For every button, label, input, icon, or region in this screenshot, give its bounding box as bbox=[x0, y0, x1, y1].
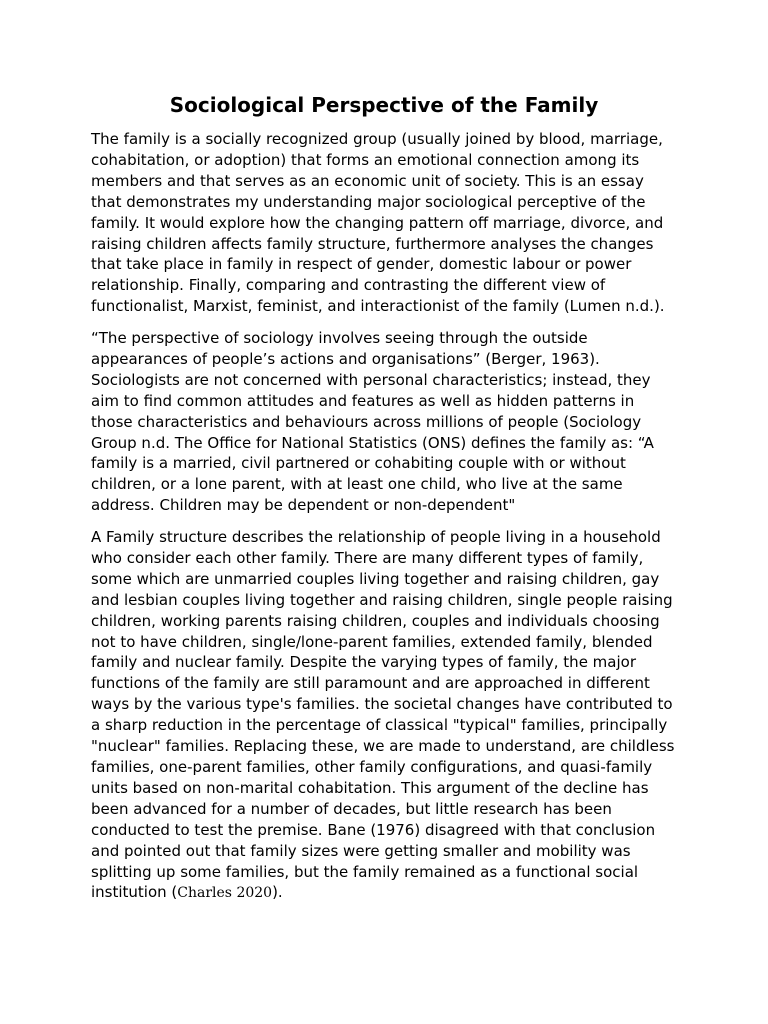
paragraph-family-structure-text: A Family structure describes the relationship of people living in a household who consider each other family. There are many different types of family, some which are unmarried couples living together and raising children, gay and lesbian couples living together and raising children, single people raising children, working parents raising children, couples and individuals choosing not to have children, single/lone-parent families, extended family, blended family and nuclear family. Despite the varying types of family, the major functions of the family are still paramount and are approached in different ways by the various type's families. the societal changes have contributed to a sharp reduction in the percentage of classical "typical" families, principally "nuclear" families. Replacing these, we are made to understand, are childless families, one-parent families, other family configurations, and quasi-family units based on non-marital cohabitation. This argument of the decline has been advanced for a number of decades, but little research has been conducted to test the premise. Bane (1976) disagreed with that conclusion and pointed out that family sizes were getting smaller and mobility was splitting up some families, but the family remained as a functional social institution ( bbox=[91, 528, 675, 902]
document-title: Sociological Perspective of the Family bbox=[169, 93, 599, 117]
citation-charles: Charles 2020 bbox=[177, 885, 273, 902]
paragraph-family-structure bbox=[91, 527, 685, 904]
paragraph-introduction: The family is a socially recognized group (usually joined by blood, marriage, cohabitation, or adoption) that forms an emotional connection among its members and that serves as an economic unit of society. This is an essay that demonstrates my understanding major sociological perceptive of the family. It would explore how the changing pattern off marriage, divorce, and raising children affects family structure, furthermore analyses the changes that take place in family in respect of gender, domestic labour or power relationship. Finally, comparing and contrasting the different view of functionalist, Marxist, feminist, and interactionist of the family (Lumen n.d.). bbox=[91, 130, 665, 316]
paragraph-closing: ). bbox=[272, 883, 283, 902]
paragraph-sociology-perspective: “The perspective of sociology involves seeing through the outside appearances of people’s actions and organisations” (Berger, 1963). Sociologists are not concerned with personal characteristics; instead, they aim to find common attitudes and features as well as hidden patterns in those characteristics and behaviours across millions of people (Sociology Group n.d. The Office for National Statistics (ONS) defines the family as: “A family is a married, civil partnered or cohabiting couple with or without children, or a lone parent, with at least one child, who live at the same address. Children may be dependent or non-dependent" bbox=[91, 329, 654, 515]
